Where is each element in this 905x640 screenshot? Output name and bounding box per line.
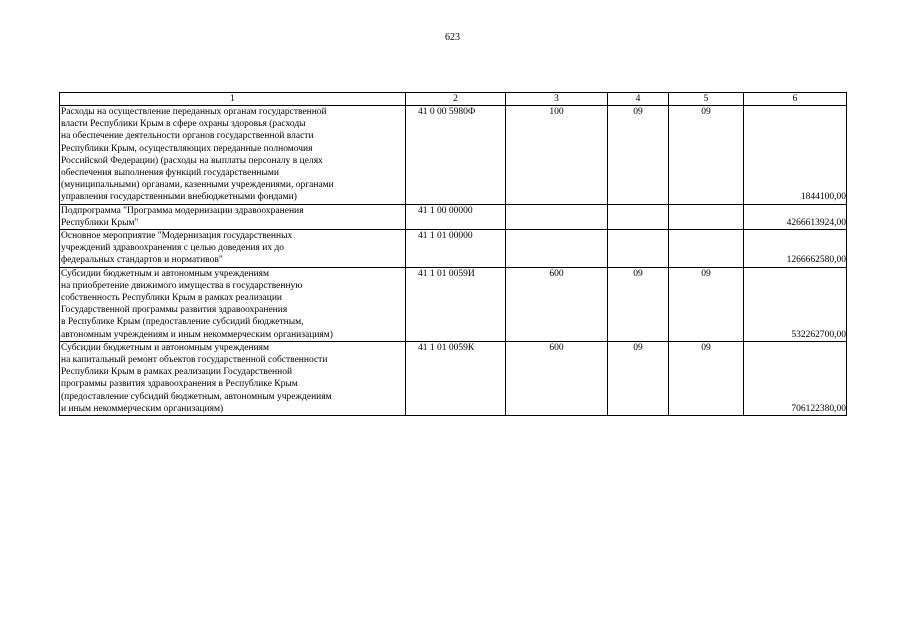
expense-type-cell: 600 [506,341,608,415]
amount-cell: 1844100,00 [744,106,847,205]
amount-cell: 1266662580,00 [744,230,847,268]
table-row [60,230,847,268]
amount-cell: 532262700,00 [744,267,847,341]
expense-type-cell [506,230,608,268]
subsection-cell [669,230,744,268]
page-number: 623 [445,32,460,43]
expense-type-cell: 600 [506,267,608,341]
table-header-row [60,93,847,106]
expense-name-cell: Подпрограмма "Программа модернизации здравоохранения Республики Крым" [60,204,406,229]
target-code-cell: 41 0 00 5980Ф [406,106,506,205]
target-code-cell: 41 1 01 00000 [406,230,506,268]
section-cell: 09 [608,267,669,341]
amount-cell: 706122380,00 [744,341,847,415]
subsection-cell: 09 [669,341,744,415]
expense-type-cell: 100 [506,106,608,205]
table-row [60,106,847,205]
column-header: 2 [406,93,506,106]
budget-table [59,92,847,416]
expense-name-cell: Расходы на осуществление переданных органам государственной власти Республики Крым в сфере охраны здоровья (расходы на обеспечение деятельности органов государственной власти Республики Крым, осуществляющих переданные полномочия Российской Федерации) (расходы на выплаты персоналу в целях обеспечения выполнения функций государственными (муниципальными) органами, казенными учреждениями, органами управления государственными внебюджетными фондами) [60,106,406,205]
table-row [60,267,847,341]
subsection-cell: 09 [669,106,744,205]
subsection-cell: 09 [669,267,744,341]
section-cell: 09 [608,341,669,415]
section-cell [608,230,669,268]
column-header: 5 [669,93,744,106]
expense-name-cell: Основное мероприятие "Модернизация государственных учреждений здравоохранения с целью доведения их до федеральных стандартов и нормативов" [60,230,406,268]
column-header: 3 [506,93,608,106]
table-row [60,341,847,415]
target-code-cell: 41 1 01 0059К [406,341,506,415]
expense-name-cell: Субсидии бюджетным и автономным учреждениям на капитальный ремонт объектов государственной собственности Республики Крым в рамках реализации Государственной программы развития здравоохранения в Республике Крым (предоставление субсидий бюджетным, автономным учреждениям и иным некоммерческим организациям) [60,341,406,415]
subsection-cell [669,204,744,229]
expense-type-cell [506,204,608,229]
table-row [60,204,847,229]
target-code-cell: 41 1 01 0059И [406,267,506,341]
section-cell [608,204,669,229]
column-header: 6 [744,93,847,106]
section-cell: 09 [608,106,669,205]
target-code-cell: 41 1 00 00000 [406,204,506,229]
column-header: 4 [608,93,669,106]
amount-cell: 4266613924,00 [744,204,847,229]
expense-name-cell: Субсидии бюджетным и автономным учреждениям на приобретение движимого имущества в государственную собственность Республики Крым в рамках реализации Государственной программы развития здравоохранения в Республике Крым (предоставление субсидий бюджетным, автономным учреждениям и иным некоммерческим организациям) [60,267,406,341]
column-header: 1 [60,93,406,106]
